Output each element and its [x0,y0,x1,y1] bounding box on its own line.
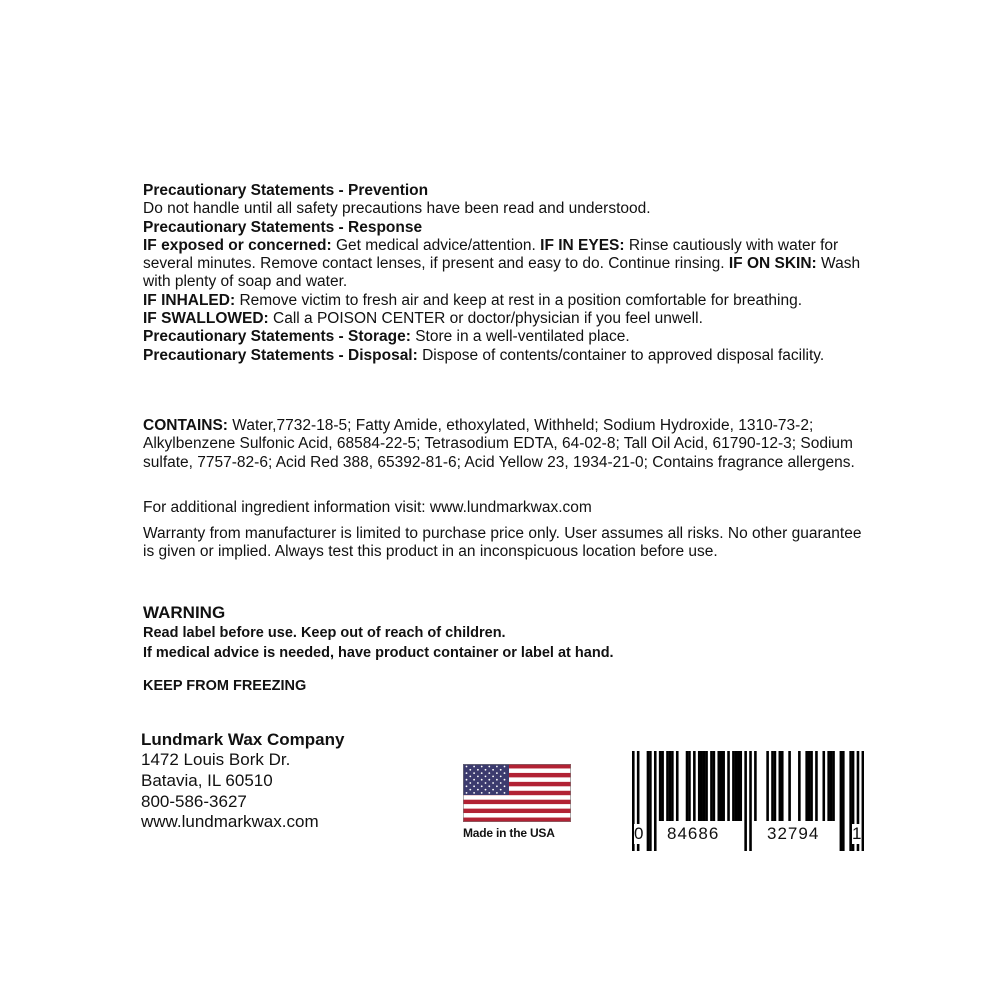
barcode-bar [686,751,689,821]
warranty-text: Warranty from manufacturer is limited to purchase price only. User assumes all risks. No other guarantee is given or implied. Always test this product in an inconspicuous location before use. [143,525,862,561]
additional-info-text: For additional ingredient information visit: www.lundmarkwax.com [143,499,592,516]
barcode-bar [771,751,774,821]
barcode-bar [732,751,735,821]
barcode-bar [754,751,757,821]
barcode-bar [744,751,747,851]
barcode-bar [840,751,843,851]
barcode-bar [832,751,835,821]
barcode-group-right: 32794 [767,824,820,843]
inhaled-text: Remove victim to fresh air and keep at rest in a position comfortable for breathing. [235,291,803,309]
eyes-label: IF IN EYES: [540,236,625,254]
barcode-bar [842,751,845,851]
barcode-bar [735,751,738,821]
barcode-bar [669,751,672,821]
barcode-bar [717,751,720,821]
response-heading: Precautionary Statements - Response [143,218,423,236]
contains-text: Water,7732-18-5; Fatty Amide, ethoxylated, Withheld; Sodium Hydroxide, 1310-73-2; Alkylbenzene Sulfonic Acid, 68584-22-5; Tetrasodium EDTA, 64-02-8; Tall Oil Acid, 61790-12-3; Sodium sulfate, 7757-82-6; Acid Red 388, 65392-81-6; Acid Yellow 23, 1934-21-0; Contains fragrance allergens. [143,417,855,471]
contains-paragraph [143,417,863,472]
barcode-bar [739,751,742,821]
prevention-heading: Precautionary Statements - Prevention [143,182,429,199]
company-address-line-2: Batavia, IL 60510 [141,770,273,790]
inhaled-label: IF INHALED: [143,291,236,309]
barcode-bar [798,751,801,821]
barcode-bar [700,751,703,821]
additional-info-section [143,499,863,517]
company-phone: 800-586-3627 [141,791,247,811]
barcode-bar [671,751,674,821]
barcode-bar [698,751,701,821]
barcode-bar [805,751,808,821]
barcode-bar [722,751,725,821]
barcode-bar [781,751,784,821]
barcode-digit-first: 0 [634,824,644,843]
barcode-bar [779,751,782,821]
barcode-bar [659,751,662,821]
company-name: Lundmark Wax Company [141,730,345,749]
disposal-text: Dispose of contents/container to approved disposal facility. [417,346,825,364]
response-paragraph [143,237,863,292]
swallowed-label: IF SWALLOWED: [143,310,269,328]
inhaled-paragraph [143,292,863,310]
storage-text: Store in a well-ventilated place. [410,328,630,346]
barcode-bar [810,751,813,821]
barcode-bar [727,751,730,821]
exposed-text: Get medical advice/attention. [331,236,541,254]
warning-line-2: If medical advice is needed, have product container or label at hand. [143,645,614,661]
barcode-bar [666,751,669,821]
barcode-bar [766,751,769,821]
storage-paragraph [143,328,863,346]
barcode-bar [649,751,652,851]
barcode-bar [862,751,864,851]
precautionary-statements [143,182,863,365]
disposal-paragraph [143,347,863,365]
barcode-bar [710,751,713,821]
us-flag-icon [463,764,571,822]
barcode-bar [713,751,716,821]
barcode-digit-last: 1 [852,824,862,843]
warning-line-1: Read label before use. Keep out of reach of children. [143,625,506,641]
barcode-bar [737,751,740,821]
swallowed-text: Call a POISON CENTER or doctor/physician if you feel unwell. [268,310,703,328]
skin-text: Wash with plenty of soap and water. [143,255,861,291]
storage-label: Precautionary Statements - Storage: [143,328,411,346]
keep-from-freezing: KEEP FROM FREEZING [143,678,307,694]
barcode-bar [693,751,696,821]
company-website: www.lundmarkwax.com [141,812,319,832]
barcode-bar [830,751,833,821]
contains-label: CONTAINS: [143,417,228,434]
disposal-label: Precautionary Statements - Disposal: [143,346,418,364]
barcode-bar [703,751,706,821]
company-address-block [141,730,441,833]
barcode-bar [705,751,708,821]
contains-section [143,417,863,472]
skin-label: IF ON SKIN: [728,255,817,273]
eyes-text: Rinse cautiously with water for several minutes. Remove contact lenses, if present and easy to do. Continue rinsing. [143,236,839,273]
barcode-group-left: 84686 [667,824,720,843]
barcode-bar [774,751,777,821]
barcode-bar [815,751,818,821]
swallowed-paragraph [143,310,863,328]
barcode-bar [676,751,679,821]
warranty-section [143,525,863,562]
made-in-usa-caption: Made in the USA [463,826,555,840]
barcode-bar [808,751,811,821]
barcode-bar [822,751,825,821]
barcode-bar [661,751,664,821]
barcode-bar [749,751,752,851]
prevention-text: Do not handle until all safety precautions have been read and understood. [143,200,651,218]
barcode-bar [788,751,791,821]
barcode-bar [827,751,830,821]
barcode-bar [654,751,657,851]
company-address-line-1: 1472 Louis Bork Dr. [141,750,291,769]
exposed-label: IF exposed or concerned: [143,236,332,254]
barcode-bar [688,751,691,821]
barcode-bar [647,751,650,851]
barcode-bar [720,751,723,821]
warning-section [143,603,863,663]
warning-title: WARNING [143,603,226,622]
